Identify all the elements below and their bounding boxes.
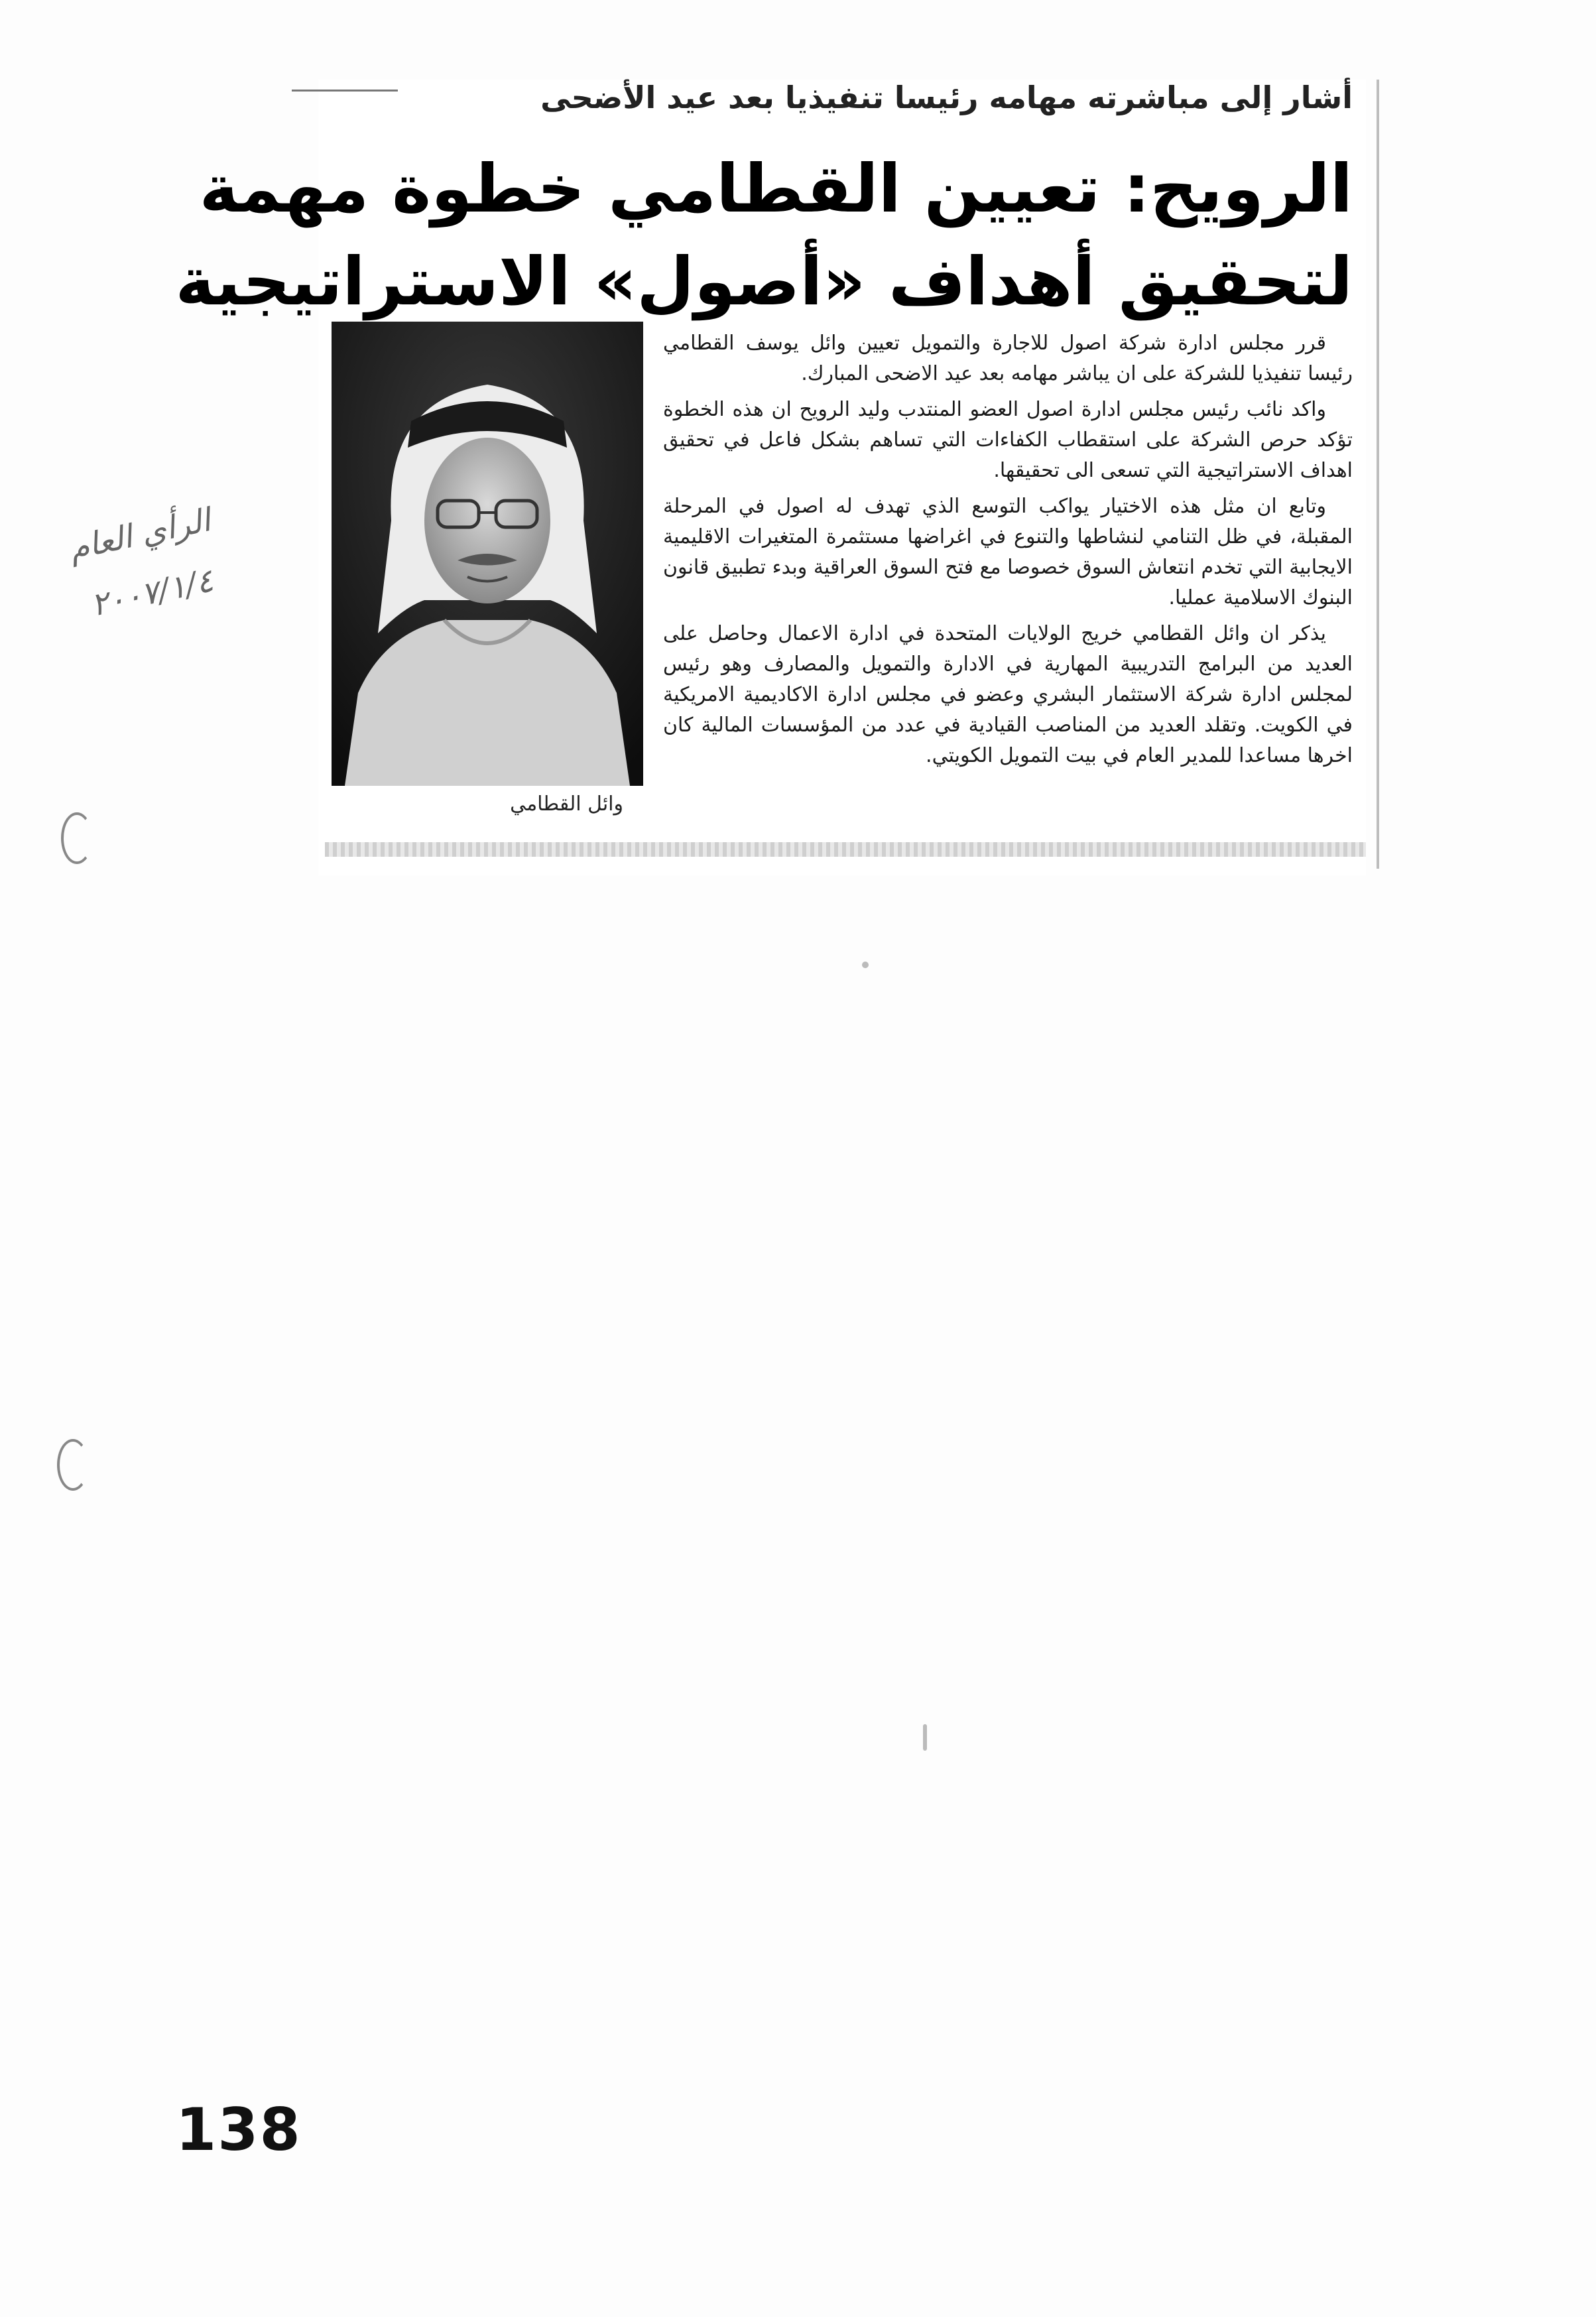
portrait-illustration <box>332 322 643 786</box>
punch-hole-mark <box>61 812 93 864</box>
newspaper-clipping <box>175 80 1366 875</box>
article-body <box>663 328 1353 777</box>
article-paragraph: وتابع ان مثل هذه الاختيار يواكب التوسع الذي تهدف له اصول في المرحلة المقبلة، في ظل التنامي لنشاطها والتنوع في اغراضها مستثمرة المتغيرات الاقليمية الايجابية التي تخدم انتعاش السوق خصوصا مع فتح السوق العراقية وبدء تطبيق قانون البنوك الاسلامية عمليا. <box>663 495 1353 609</box>
handwritten-note <box>42 486 249 641</box>
article-headline <box>175 143 1353 328</box>
scan-speck <box>862 962 869 968</box>
article-kicker: أشار إلى مباشرته مهامه رئيسا تنفيذيا بعد عيد الأضحى <box>540 80 1353 115</box>
page-number: 138 <box>176 2096 302 2164</box>
headline-line-2: لتحقيق أهداف «أصول» الاستراتيجية <box>175 243 1353 320</box>
bottom-rule <box>325 842 1366 857</box>
scan-speck <box>923 1724 927 1751</box>
photo-caption: وائل القطامي <box>510 792 623 816</box>
handwritten-date: ٢٠٠٧/١/٤ <box>88 562 217 624</box>
clipping-edge <box>1377 80 1379 869</box>
punch-hole-mark <box>57 1439 89 1491</box>
top-rule <box>292 90 398 92</box>
headline-line-1: الرويح: تعيين القطامي خطوة مهمة <box>199 150 1353 227</box>
article-paragraph: واكد نائب رئيس مجلس ادارة اصول العضو المنتدب وليد الرويح ان هذه الخطوة تؤكد حرص الشركة على استقطاب الكفاءات التي تساهم بشكل فاعل في تحقيق اهداف الاستراتيجية التي تسعى الى تحقيقها. <box>663 398 1353 482</box>
portrait-photo <box>332 322 643 872</box>
portrait-image <box>332 322 643 786</box>
article-paragraph: قرر مجلس ادارة شركة اصول للاجارة والتمويل تعيين وائل يوسف القطامي رئيسا تنفيذيا للشركة على ان يباشر مهامه بعد عيد الاضحى المبارك. <box>663 332 1353 385</box>
article-paragraph: يذكر ان وائل القطامي خريج الولايات المتحدة في ادارة الاعمال وحاصل على العديد من البرامج التدريبية المهارية في الادارة والتمويل والمصارف وهو رئيس لمجلس ادارة شركة الاستثمار البشري وعضو في مجلس ادارة الاكاديمية الامريكية في الكويت. وتقلد العديد من المناصب القيادية في عدد من المؤسسات المالية كان اخرها مساعدا للمدير العام في بيت التمويل الكويتي. <box>663 622 1353 767</box>
handwritten-source: الرأي العام <box>66 501 214 568</box>
